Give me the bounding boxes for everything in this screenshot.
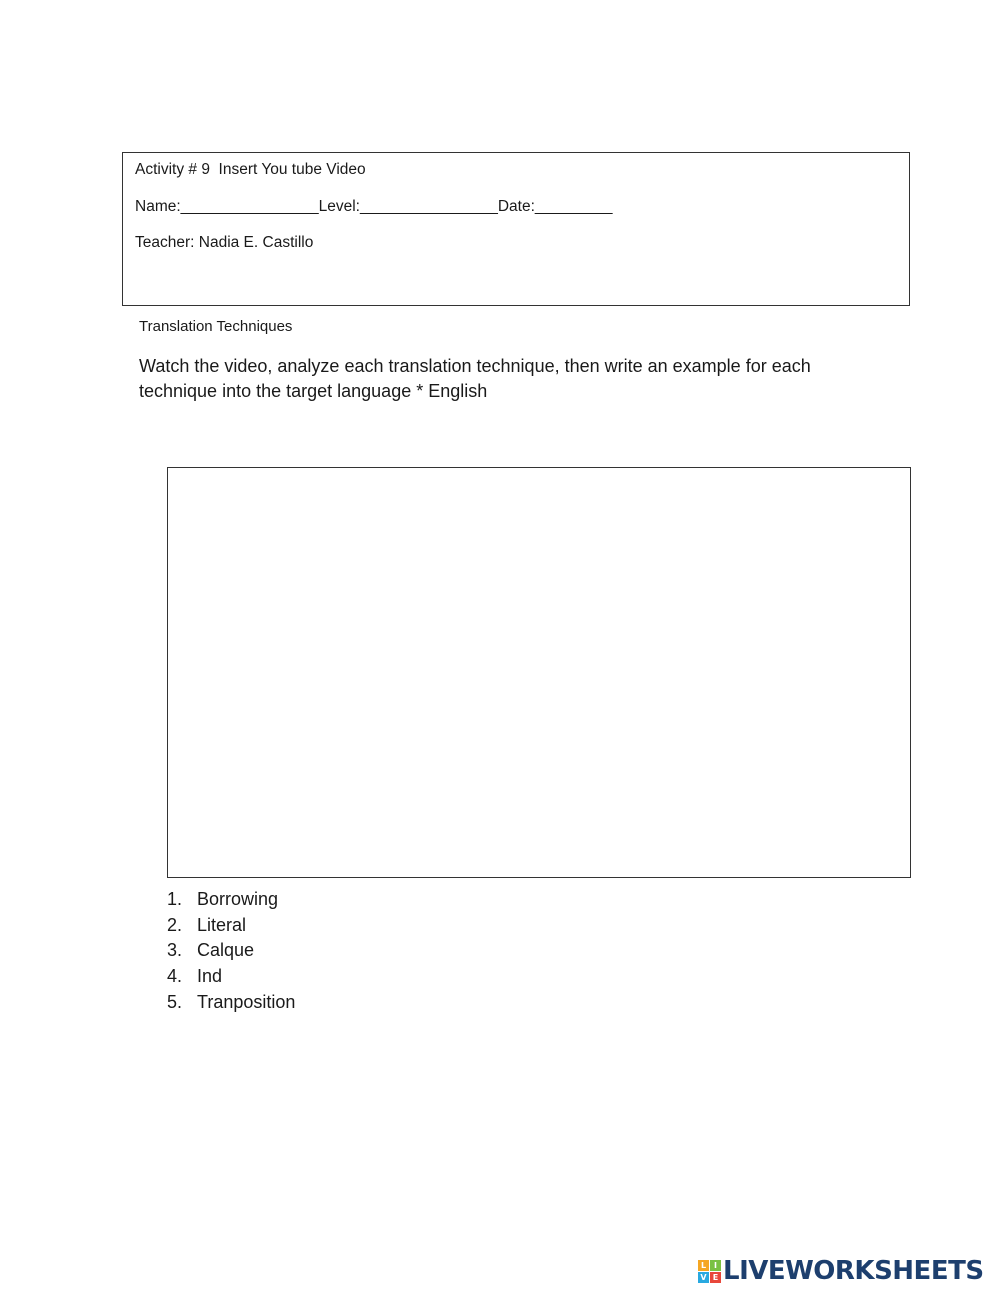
logo-block-l: L	[698, 1260, 709, 1271]
list-item	[167, 938, 295, 964]
student-fields: Name:________________Level:________________Date:_________	[135, 198, 613, 215]
logo-block-v: V	[698, 1272, 709, 1283]
instructions: Watch the video, analyze each translation technique, then write an example for each technique into the target language * English	[139, 356, 811, 401]
activity-title: Activity # 9 Insert You tube Video	[135, 161, 366, 178]
list-item	[167, 964, 295, 990]
logo-blocks-icon	[698, 1260, 721, 1283]
list-number: 2.	[167, 914, 183, 935]
video-placeholder[interactable]	[167, 467, 911, 878]
list-number: 5.	[167, 991, 183, 1012]
technique-label: Borrowing	[197, 889, 279, 909]
list-item	[167, 990, 295, 1016]
list-number: 4.	[167, 966, 183, 987]
teacher-name: Teacher: Nadia E. Castillo	[135, 234, 314, 251]
logo-text: LIVEWORKSHEETS	[723, 1256, 984, 1286]
section-title: Translation Techniques	[139, 318, 293, 335]
technique-label: Literal	[197, 914, 247, 935]
technique-label: Tranposition	[197, 991, 296, 1012]
technique-label: Calque	[197, 940, 255, 961]
list-item	[167, 887, 295, 913]
logo-block-e: E	[710, 1272, 721, 1283]
techniques-list	[167, 887, 295, 1015]
list-number: 3.	[167, 940, 183, 961]
liveworksheets-logo[interactable]	[698, 1256, 984, 1286]
technique-label: Ind	[197, 966, 223, 987]
list-number: 1.	[167, 889, 183, 909]
list-item	[167, 913, 295, 939]
logo-block-i: I	[710, 1260, 721, 1271]
header-box	[122, 152, 910, 306]
